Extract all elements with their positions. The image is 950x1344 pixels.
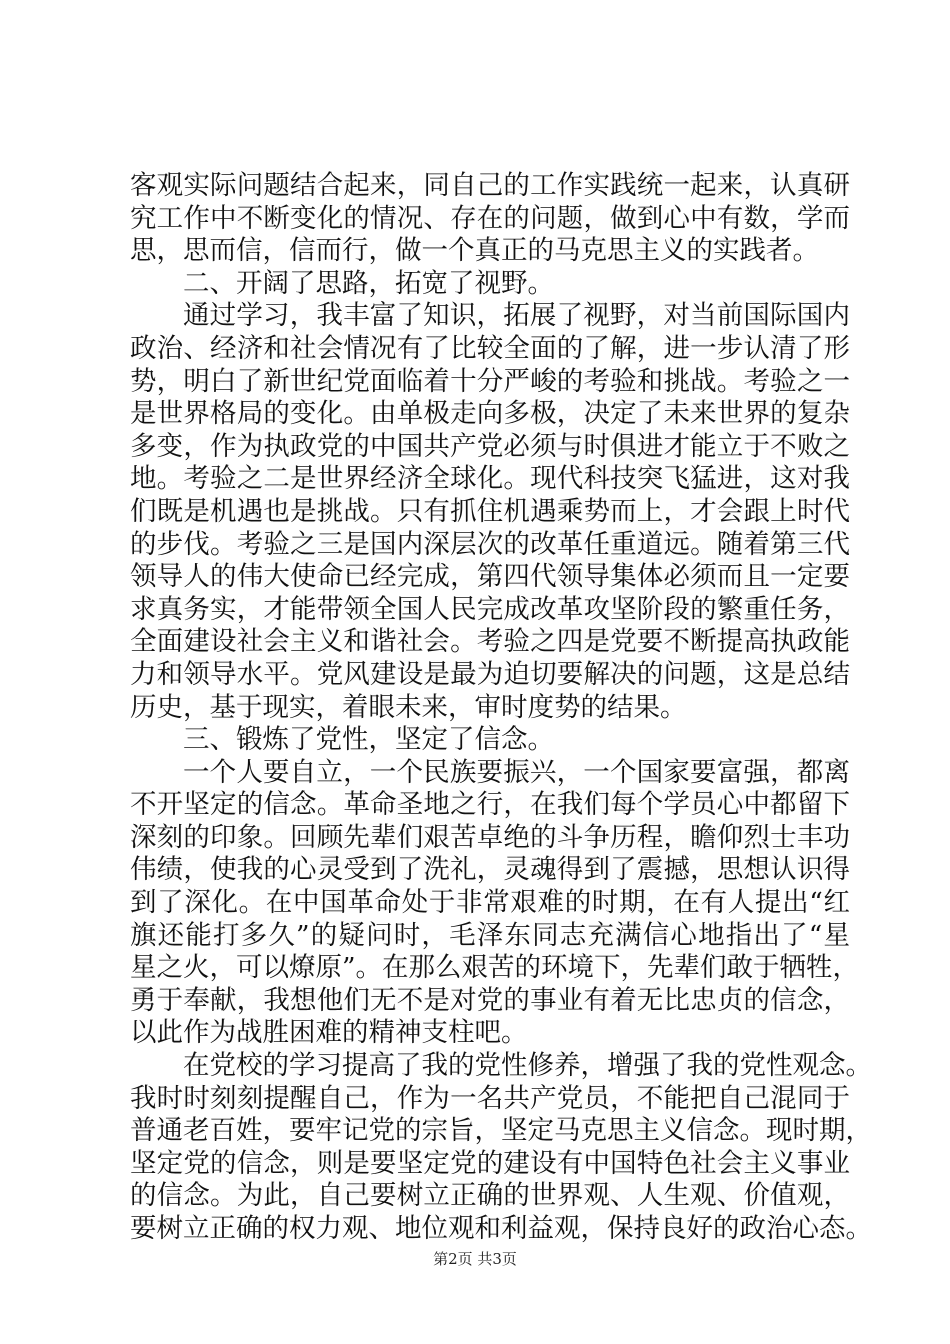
text-line: 坚定党的信念，则是要坚定党的建设有中国特色社会主义事业 xyxy=(130,1147,850,1179)
text-line: 一个人要自立，一个民族要振兴，一个国家要富强，都离 xyxy=(183,756,850,788)
text-line: 领导人的伟大使命已经完成，第四代领导集体必须而且一定要 xyxy=(130,561,850,593)
text-line: 通过学习，我丰富了知识，拓展了视野，对当前国际国内 xyxy=(183,300,850,332)
text-line: 三、锻炼了党性，坚定了信念。 xyxy=(183,724,554,756)
text-line: 的信念。为此，自己要树立正确的世界观、人生观、价值观， xyxy=(130,1180,850,1212)
page-footer: 第2页 共3页 xyxy=(433,1250,517,1268)
text-line: 深刻的印象。回顾先辈们艰苦卓绝的斗争历程，瞻仰烈士丰功 xyxy=(130,821,850,853)
text-line: 星之火，可以燎原”。在那么艰苦的环境下，先辈们敢于牺牲， xyxy=(130,952,860,984)
text-line: 思，思而信，信而行，做一个真正的马克思主义的实践者。 xyxy=(130,235,819,267)
text-line: 多变，作为执政党的中国共产党必须与时俱进才能立于不败之 xyxy=(130,430,850,462)
text-line: 以此作为战胜困难的精神支柱吧。 xyxy=(130,1017,528,1049)
text-line: 势，明白了新世纪党面临着十分严峻的考验和挑战。考验之一 xyxy=(130,365,850,397)
text-line: 普通老百姓，要牢记党的宗旨，坚定马克思主义信念。现时期， xyxy=(130,1115,872,1147)
text-line: 全面建设社会主义和谐社会。考验之四是党要不断提高执政能 xyxy=(130,626,850,658)
text-line: 我时时刻刻提醒自己，作为一名共产党员，不能把自己混同于 xyxy=(130,1082,850,1114)
text-line: 地。考验之二是世界经济全球化。现代科技突飞猛进，这对我 xyxy=(130,463,850,495)
text-line: 历史，基于现实，着眼未来，审时度势的结果。 xyxy=(130,691,687,723)
text-line: 力和领导水平。党风建设是最为迫切要解决的问题，这是总结 xyxy=(130,658,850,690)
text-line: 在党校的学习提高了我的党性修养，增强了我的党性观念。 xyxy=(183,1050,872,1082)
text-line: 要树立正确的权力观、地位观和利益观，保持良好的政治心态。 xyxy=(130,1213,872,1244)
text-line: 究工作中不断变化的情况、存在的问题，做到心中有数，学而 xyxy=(130,202,850,234)
text-line: 不开坚定的信念。革命圣地之行，在我们每个学员心中都留下 xyxy=(130,789,850,821)
text-line: 求真务实，才能带领全国人民完成改革攻坚阶段的繁重任务， xyxy=(130,593,850,625)
text-line: 旗还能打多久”的疑问时，毛泽东同志充满信心地指出了“星 xyxy=(130,919,850,951)
text-line: 们既是机遇也是挑战。只有抓住机遇乘势而上，才会跟上时代 xyxy=(130,495,850,527)
text-line: 客观实际问题结合起来，同自己的工作实践统一起来，认真研 xyxy=(130,170,850,201)
text-line: 政治、经济和社会情况有了比较全面的了解，进一步认清了形 xyxy=(130,332,850,364)
text-line: 伟绩，使我的心灵受到了洗礼，灵魂得到了震撼，思想认识得 xyxy=(130,854,850,886)
text-line: 到了深化。在中国革命处于非常艰难的时期，在有人提出“红 xyxy=(130,887,850,919)
body-text xyxy=(130,170,872,1246)
text-line: 是世界格局的变化。由单极走向多极，决定了未来世界的复杂 xyxy=(130,398,850,430)
text-line: 的步伐。考验之三是国内深层次的改革任重道远。随着第三代 xyxy=(130,528,850,560)
text-line: 二、开阔了思路，拓宽了视野。 xyxy=(183,267,554,299)
text-line: 勇于奉献，我想他们无不是对党的事业有着无比忠贞的信念， xyxy=(130,984,850,1016)
